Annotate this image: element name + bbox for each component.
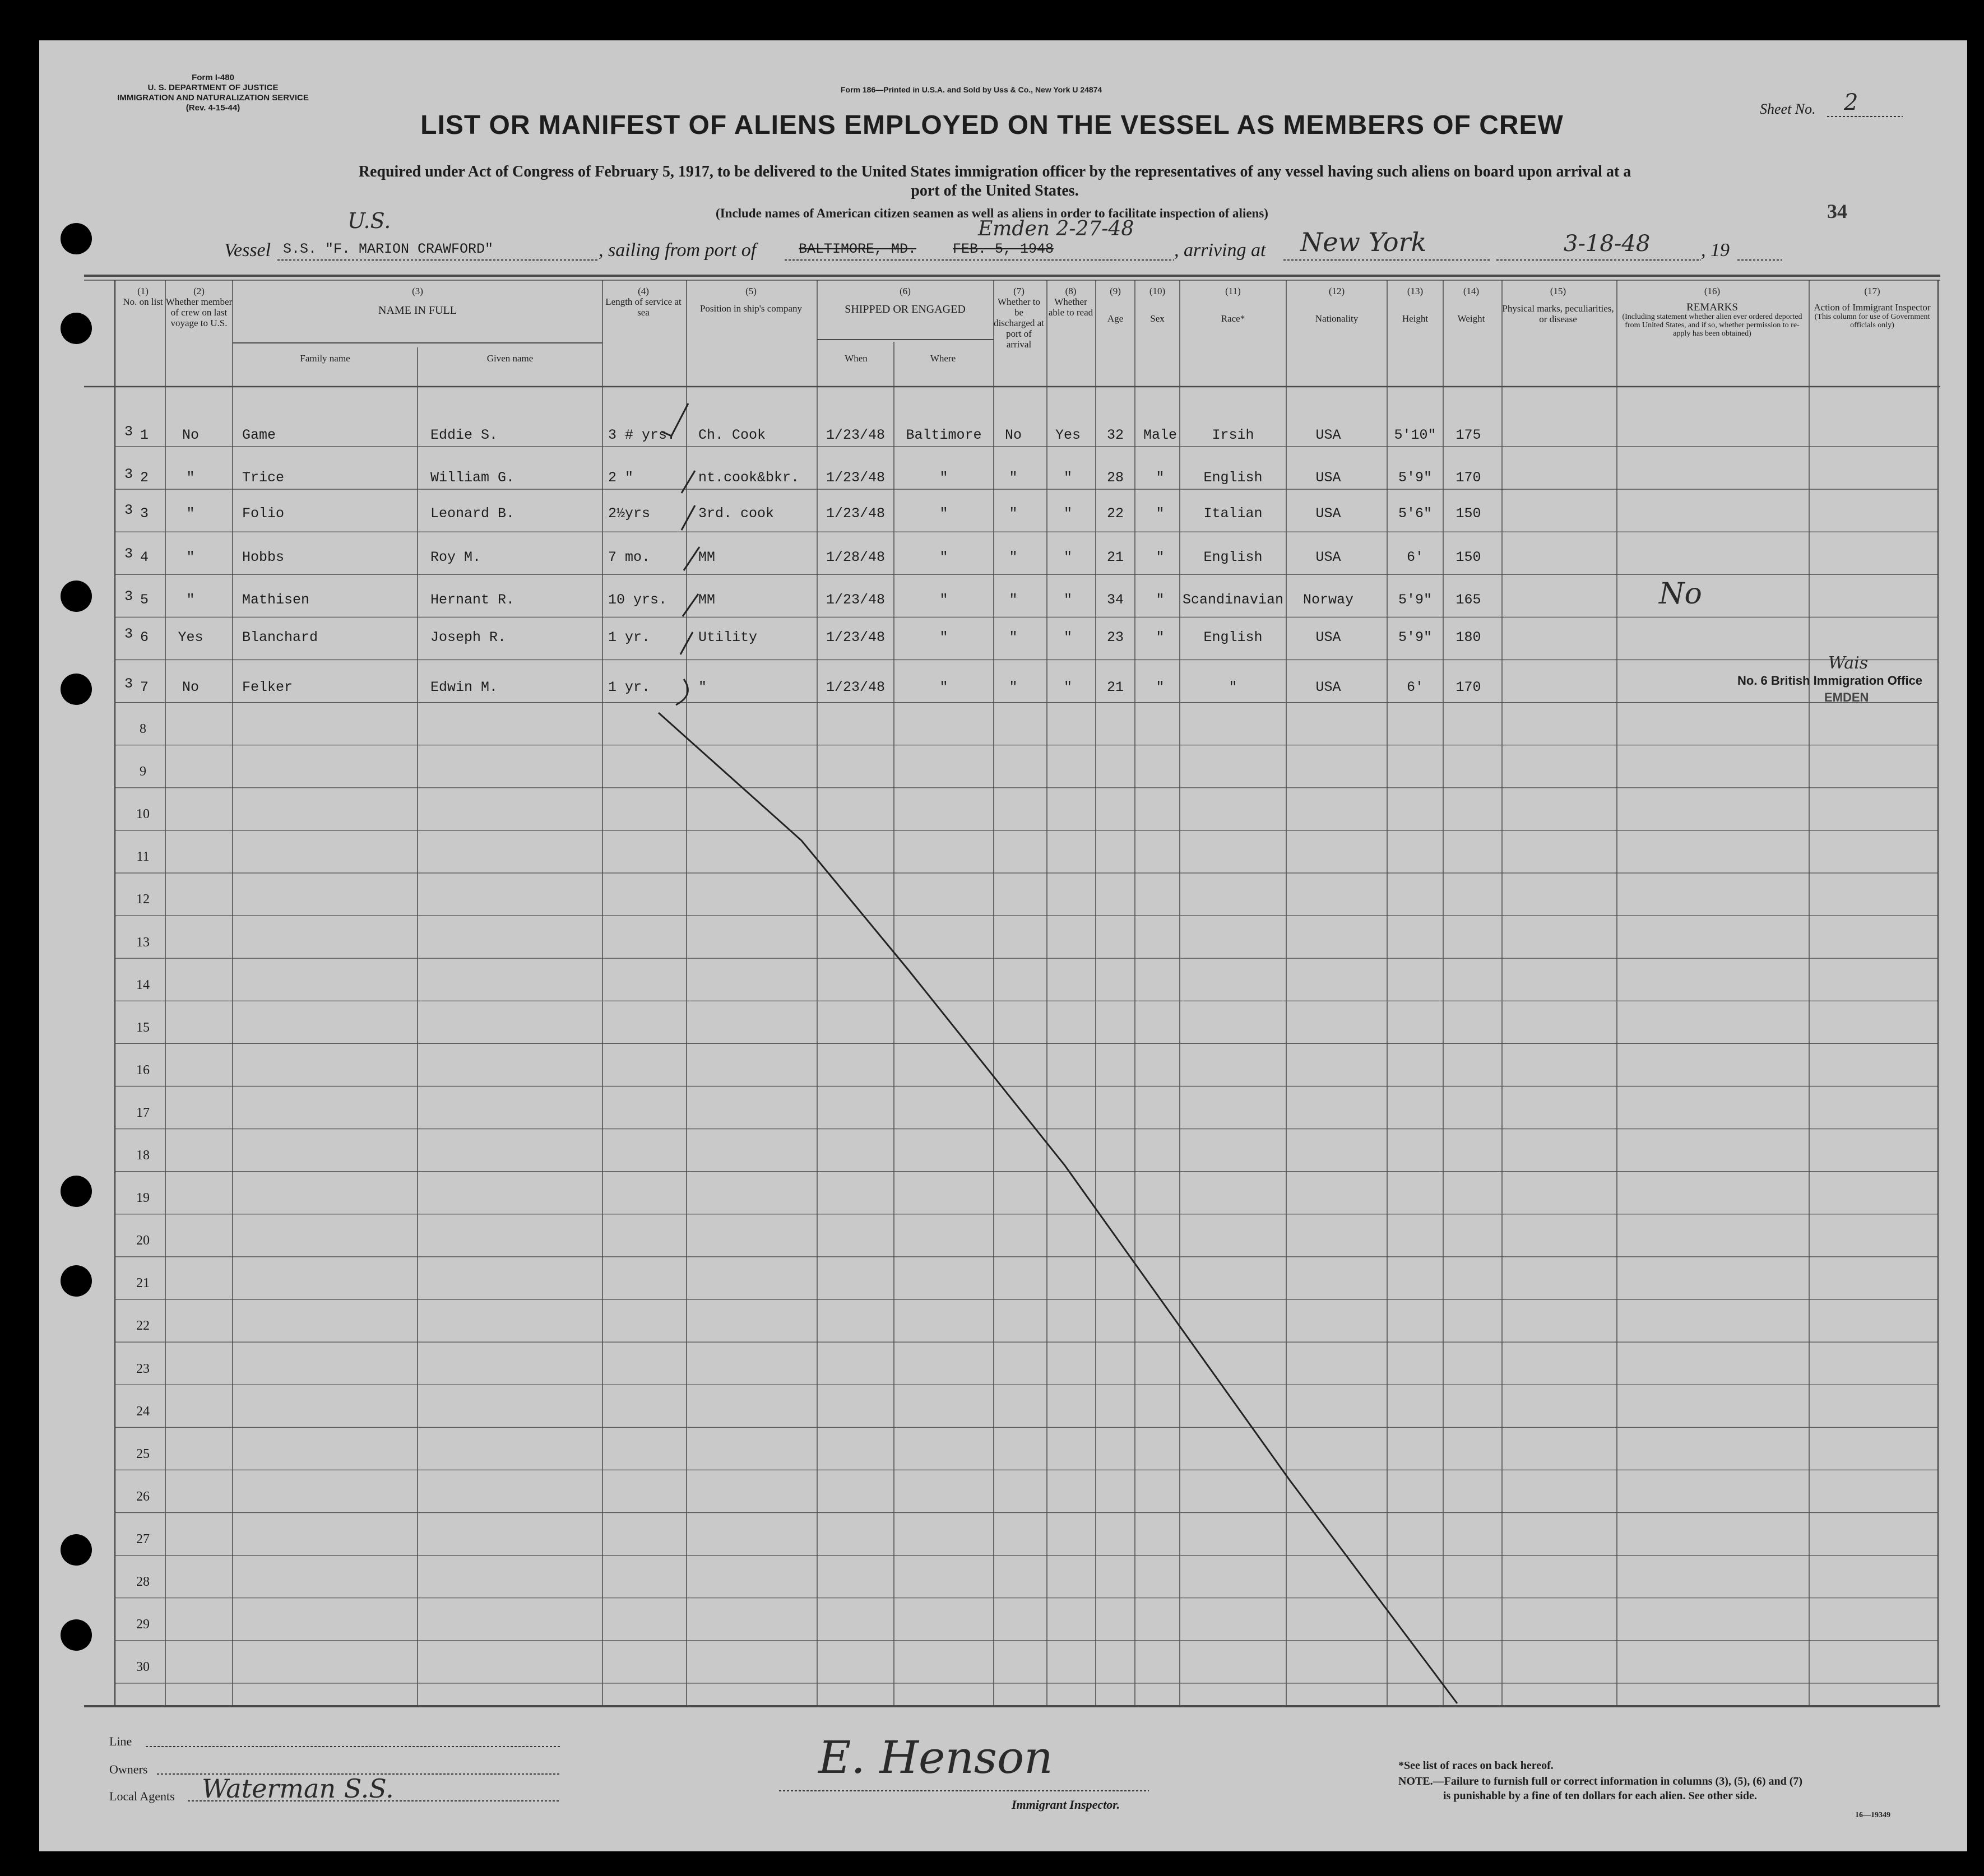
line-label: Line [109, 1734, 132, 1748]
shipped-where-cell: " [939, 470, 948, 486]
family-name-header: Family name [300, 353, 350, 364]
departure-date: FEB. 5, 1948 [953, 241, 1054, 257]
nationality-cell: USA [1315, 629, 1341, 646]
weight-cell: 170 [1455, 470, 1481, 486]
owners-label: Owners [109, 1762, 148, 1776]
discharged-cell: " [1009, 629, 1018, 646]
vessel-label: Vessel [224, 240, 271, 261]
age-cell: 21 [1106, 549, 1124, 565]
nationality-cell: USA [1315, 549, 1341, 565]
subtitle-line-2: port of the United States. [911, 182, 1079, 199]
discharged-cell: " [1009, 505, 1018, 522]
col11-header: (11) Race* [1221, 286, 1245, 324]
age-cell: 28 [1106, 470, 1124, 486]
printer-line: Form 186—Printed in U.S.A. and Sold by Uss & Co., New York U 24874 [841, 85, 1102, 94]
last-voyage-cell: Yes [178, 629, 203, 646]
empty-row-number: 14 [136, 977, 150, 992]
height-cell: 5'9" [1398, 470, 1432, 486]
last-voyage-cell: No [182, 427, 199, 443]
shipped-where-cell: " [939, 592, 948, 608]
position-cell: nt.cook&bkr. [698, 470, 800, 486]
row-prefix: 3 [124, 424, 133, 440]
shipped-when-cell: 1/23/48 [826, 592, 886, 608]
row-number: 2 [140, 470, 149, 486]
col8-header: (8) Whether able to read [1048, 286, 1093, 318]
empty-row-number: 18 [136, 1148, 150, 1163]
subtitle-note: (Include names of American citizen seamen as well as aliens in order to facilitate inspection of aliens) [716, 206, 1268, 220]
row-number: 4 [140, 549, 149, 565]
row-prefix: 3 [124, 502, 133, 518]
empty-row-number: 23 [136, 1361, 150, 1376]
family-name-cell: Blanchard [242, 629, 318, 646]
given-name-cell: Eddie S. [430, 427, 498, 443]
local-agents-value: Waterman S.S. [202, 1773, 394, 1804]
empty-row-number: 10 [136, 807, 150, 822]
col17-header: (17) Action of Immigrant Inspector (This column for use of Government officials only) [1814, 286, 1931, 329]
arrival-date: 3-18-48 [1564, 231, 1651, 257]
height-cell: 5'6" [1398, 505, 1432, 522]
last-voyage-cell: No [182, 679, 199, 695]
given-name-cell: Joseph R. [430, 629, 507, 646]
height-cell: 5'10" [1394, 427, 1436, 443]
stamp-line-1: No. 6 British Immigration Office [1737, 674, 1923, 688]
empty-row-number: 16 [136, 1062, 150, 1078]
service-length-cell: 1 yr. [608, 679, 651, 695]
sex-cell: " [1156, 679, 1165, 695]
year-label: , 19 [1701, 240, 1730, 261]
nationality-cell: USA [1315, 427, 1341, 443]
sex-cell: " [1156, 470, 1165, 486]
shipped-when-cell: 1/23/48 [826, 470, 886, 486]
able-to-read-cell: " [1063, 549, 1072, 565]
family-name-cell: Mathisen [242, 592, 310, 608]
subtitle-line-1: Required under Act of Congress of February 5, 1917, to be delivered to the United States immigration officer by the representatives of any vessel having such aliens on board upon arrival at a [358, 163, 1631, 180]
note-races: *See list of races on back hereof. [1398, 1759, 1554, 1772]
age-cell: 21 [1106, 679, 1124, 695]
col5-header: (5) Position in ship's company [699, 286, 803, 314]
inspector-label: Immigrant Inspector. [1012, 1798, 1120, 1812]
row-number: 6 [140, 629, 149, 646]
position-cell: MM [698, 592, 716, 608]
shipped-when-cell: 1/23/48 [826, 679, 886, 695]
service-length-cell: 10 yrs. [608, 592, 667, 608]
service-length-cell: 1 yr. [608, 629, 651, 646]
weight-cell: 150 [1455, 505, 1481, 522]
row-prefix: 3 [124, 588, 133, 605]
shipped-when-cell: 1/23/48 [826, 629, 886, 646]
service-length-cell: 7 mo. [608, 549, 651, 565]
discharged-cell: No [1004, 427, 1022, 443]
row-number: 1 [140, 427, 149, 443]
shipped-when-cell: 1/28/48 [826, 549, 886, 565]
shipped-where-cell: " [939, 629, 948, 646]
row-number: 7 [140, 679, 149, 695]
empty-row-number: 29 [136, 1617, 150, 1632]
arriving-label: , arriving at [1174, 240, 1266, 261]
shipped-where-cell: Baltimore [906, 427, 982, 443]
family-name-cell: Hobbs [242, 549, 285, 565]
col4-header: (4) Length of service at sea [605, 286, 682, 318]
family-name-cell: Trice [242, 470, 285, 486]
empty-row-number: 25 [136, 1446, 150, 1461]
stamp-line-2: EMDEN [1824, 690, 1869, 704]
position-cell: Utility [698, 629, 758, 646]
note-line-1: NOTE.—Failure to furnish full or correct information in columns (3), (5), (6) and (7) [1398, 1775, 1803, 1787]
form-number: Form I-480 [192, 73, 234, 82]
service-length-cell: 2 " [608, 470, 634, 486]
stamp-handwriting: Wais [1828, 653, 1869, 673]
empty-row-number: 9 [140, 764, 146, 779]
nationality-cell: USA [1315, 505, 1341, 522]
col7-header: (7) Whether to be discharged at port of arrival [994, 286, 1044, 350]
given-name-cell: Edwin M. [430, 679, 498, 695]
row-number: 3 [140, 505, 149, 522]
position-cell: Ch. Cook [698, 427, 766, 443]
position-cell: 3rd. cook [698, 505, 775, 522]
empty-row-number: 21 [136, 1276, 150, 1291]
empty-row-number: 15 [136, 1020, 150, 1035]
arrival-port: New York [1300, 227, 1427, 257]
empty-row-number: 22 [136, 1318, 150, 1334]
col12-header: (12) Nationality [1315, 286, 1359, 324]
empty-row-number: 19 [136, 1191, 150, 1206]
sex-cell: Male [1143, 427, 1177, 443]
position-cell: " [698, 679, 707, 695]
inspector-signature: E. Henson [818, 1731, 1053, 1784]
race-cell: Italian [1203, 505, 1263, 522]
note-line-2: is punishable by a fine of ten dollars for each alien. See other side. [1443, 1790, 1757, 1802]
col1-header: (1) No. on list [123, 286, 163, 307]
service-length-cell: 3 # yrs. [608, 427, 676, 443]
nationality-cell: USA [1315, 679, 1341, 695]
empty-row-number: 27 [136, 1531, 150, 1547]
age-cell: 34 [1106, 592, 1124, 608]
shipped-where-cell: " [939, 505, 948, 522]
shipped-where-cell: " [939, 549, 948, 565]
where-header: Where [930, 353, 956, 364]
age-cell: 23 [1106, 629, 1124, 646]
print-code: 16—19349 [1855, 1811, 1890, 1819]
col16-header: (16) REMARKS (Including statement whether alien ever ordered deported from United States, and if so, whether permission to re-apply has been obtained) [1622, 286, 1802, 338]
discharged-cell: " [1009, 470, 1018, 486]
col9-header: (9) Age [1107, 286, 1124, 324]
page-title: LIST OR MANIFEST OF ALIENS EMPLOYED ON THE VESSEL AS MEMBERS OF CREW [420, 110, 1564, 140]
page-stamp: 34 [1827, 200, 1847, 222]
shipped-where-cell: " [939, 679, 948, 695]
race-cell: English [1203, 470, 1263, 486]
local-agents-label: Local Agents [109, 1789, 175, 1803]
col10-header: (10) Sex [1149, 286, 1166, 324]
empty-row-number: 26 [136, 1489, 150, 1504]
height-cell: 6' [1406, 549, 1424, 565]
row-prefix: 3 [124, 676, 133, 692]
empty-row-number: 11 [136, 849, 150, 865]
able-to-read-cell: " [1063, 679, 1072, 695]
vessel-name: S.S. "F. MARION CRAWFORD" [283, 241, 494, 257]
race-cell: Irsih [1212, 427, 1254, 443]
race-cell: English [1203, 629, 1263, 646]
shipped-when-cell: 1/23/48 [826, 427, 886, 443]
discharged-cell: " [1009, 679, 1018, 695]
age-cell: 22 [1106, 505, 1124, 522]
empty-row-number: 13 [136, 935, 150, 950]
empty-row-number: 28 [136, 1575, 150, 1589]
given-name-cell: Roy M. [430, 549, 481, 565]
sheet-label: Sheet No. [1760, 101, 1816, 117]
shipped-when-cell: 1/23/48 [826, 505, 886, 522]
able-to-read-cell: Yes [1055, 427, 1081, 443]
able-to-read-cell: " [1063, 505, 1072, 522]
given-name-cell: William G. [430, 470, 515, 486]
weight-cell: 170 [1455, 679, 1481, 695]
family-name-cell: Felker [242, 679, 293, 695]
last-voyage-cell: " [186, 549, 195, 565]
empty-row-number: 24 [136, 1404, 150, 1419]
col3-header: (3) NAME IN FULL [378, 286, 457, 317]
weight-cell: 165 [1455, 592, 1481, 608]
position-cell: MM [698, 549, 716, 565]
able-to-read-cell: " [1063, 592, 1072, 608]
col6-header: (6) SHIPPED OR ENGAGED [845, 286, 966, 315]
height-cell: 5'9" [1398, 629, 1432, 646]
family-name-cell: Folio [242, 505, 285, 522]
given-name-cell: Leonard B. [430, 505, 515, 522]
weight-cell: 180 [1455, 629, 1481, 646]
vessel-note: U.S. [347, 208, 391, 233]
sailing-label: , sailing from port of [599, 240, 757, 261]
age-cell: 32 [1106, 427, 1124, 443]
discharged-cell: " [1009, 592, 1018, 608]
form-revision: (Rev. 4-15-44) [186, 103, 240, 113]
empty-row-number: 8 [140, 722, 146, 736]
sex-cell: " [1156, 505, 1165, 522]
sex-cell: " [1156, 629, 1165, 646]
row-prefix: 3 [124, 466, 133, 482]
weight-cell: 150 [1455, 549, 1481, 565]
empty-row-number: 12 [136, 892, 150, 907]
col14-header: (14) Weight [1457, 286, 1485, 324]
race-cell: Scandinavian [1182, 592, 1284, 608]
race-cell: English [1203, 549, 1263, 565]
departure-port-note: Emden 2-27-48 [978, 217, 1134, 240]
able-to-read-cell: " [1063, 470, 1072, 486]
service: IMMIGRATION AND NATURALIZATION SERVICE [117, 93, 309, 103]
last-voyage-cell: " [186, 505, 195, 522]
row-prefix: 3 [124, 546, 133, 562]
departure-port: BALTIMORE, MD. [799, 241, 917, 257]
height-cell: 5'9" [1398, 592, 1432, 608]
weight-cell: 175 [1455, 427, 1481, 443]
empty-row-number: 20 [136, 1233, 150, 1248]
sheet-number: 2 [1844, 90, 1858, 115]
nationality-cell: Norway [1302, 592, 1353, 608]
race-cell: " [1229, 679, 1237, 695]
last-voyage-cell: " [186, 470, 195, 486]
empty-row-number: 30 [136, 1660, 150, 1675]
col15-header: (15) Physical marks, peculiarities, or disease [1502, 286, 1614, 324]
discharged-cell: " [1009, 549, 1018, 565]
height-cell: 6' [1406, 679, 1424, 695]
row-prefix: 3 [124, 626, 133, 642]
given-name-cell: Hernant R. [430, 592, 515, 608]
sex-cell: " [1156, 592, 1165, 608]
nationality-cell: USA [1315, 470, 1341, 486]
family-name-cell: Game [242, 427, 276, 443]
service-length-cell: 2½yrs [608, 505, 651, 522]
last-voyage-cell: " [186, 592, 195, 608]
col13-header: (13) Height [1402, 286, 1429, 324]
empty-row-number: 17 [136, 1105, 150, 1120]
department: U. S. DEPARTMENT OF JUSTICE [147, 83, 279, 92]
col2-header: (2) Whether member of crew on last voyage to U.S. [165, 286, 233, 328]
row-number: 5 [140, 592, 149, 608]
when-header: When [845, 353, 868, 364]
remarks-no: No [1659, 577, 1702, 611]
given-name-header: Given name [486, 353, 534, 364]
able-to-read-cell: " [1063, 629, 1072, 646]
sex-cell: " [1156, 549, 1165, 565]
